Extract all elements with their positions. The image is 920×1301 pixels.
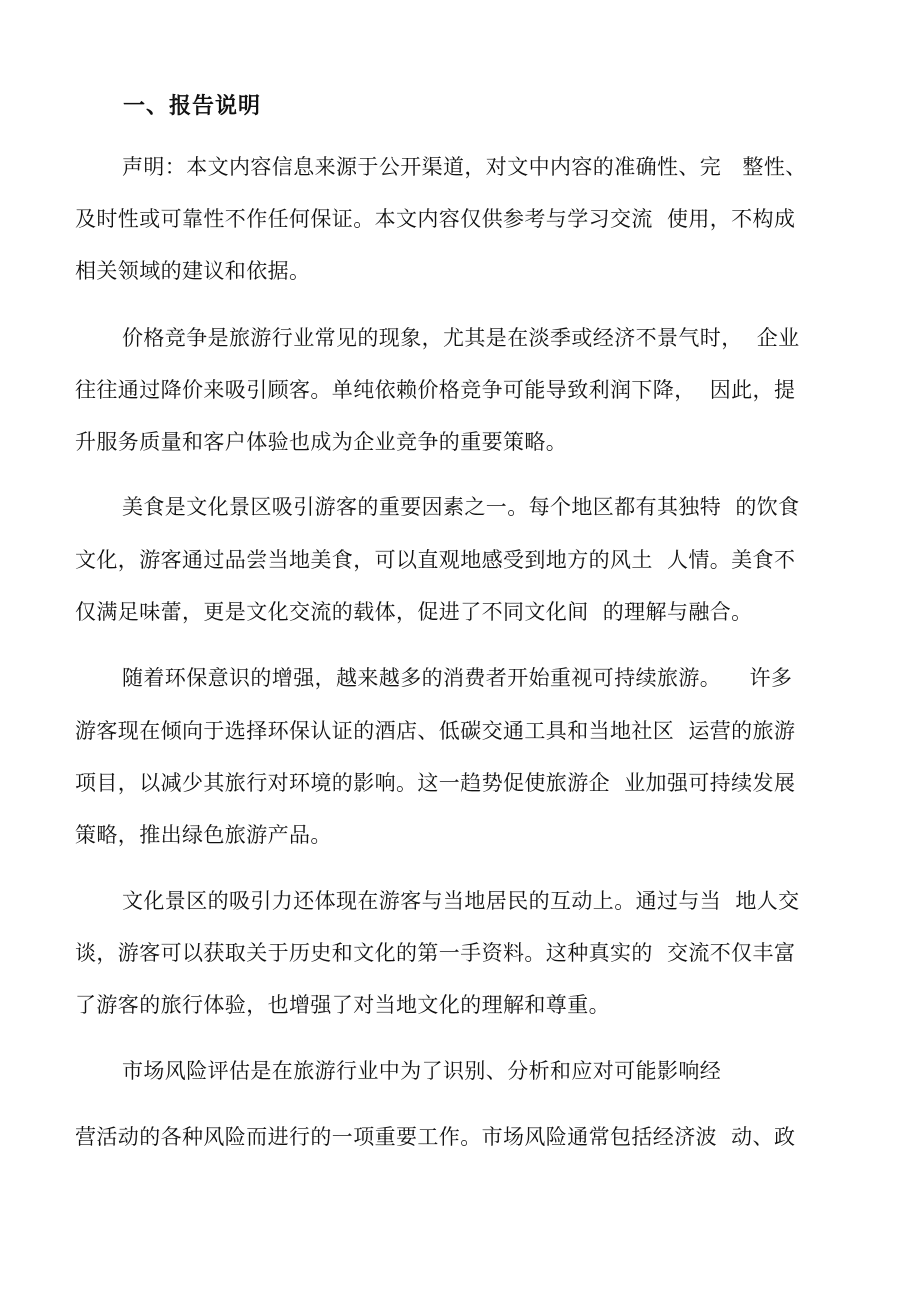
paragraph-4-line-2: 游客现在倾向于选择环保认证的酒店、低碳交通工具和当地社区 运营的旅游 (75, 719, 796, 743)
paragraph-2-line-3: 升服务质量和客户体验也成为企业竞争的重要策略。 (75, 430, 568, 454)
paragraph-3-line-3: 仅满足味蕾，更是文化交流的载体，促进了不同文化间 的理解与融合。 (75, 600, 753, 624)
paragraph-1-line-3: 相关领域的建议和依据。 (75, 259, 311, 283)
paragraph-5-line-1: 文化景区的吸引力还体现在游客与当地居民的互动上。通过与当 地人交 (122, 889, 800, 913)
section-heading: 一、报告说明 (123, 93, 262, 119)
paragraph-6-line-1: 市场风险评估是在旅游行业中为了识别、分析和应对可能影响经 (122, 1059, 722, 1083)
paragraph-6-line-2: 营活动的各种风险而进行的一项重要工作。市场风险通常包括经济波 动、政 (75, 1125, 796, 1149)
paragraph-3-line-2: 文化，游客通过品尝当地美食，可以直观地感受到地方的风土 人情。美食不 (75, 548, 796, 572)
paragraph-4-line-3: 项目，以减少其旅行对环境的影响。这一趋势促使旅游企 业加强可持续发展 (75, 771, 796, 795)
paragraph-5-line-3: 了游客的旅行体验，也增强了对当地文化的理解和尊重。 (75, 993, 610, 1017)
paragraph-4-line-4: 策略，推出绿色旅游产品。 (75, 823, 332, 847)
paragraph-5-line-2: 谈，游客可以获取关于历史和文化的第一手资料。这种真实的 交流不仅丰富 (75, 941, 796, 965)
paragraph-2-line-2: 往往通过降价来吸引顾客。单纯依赖价格竞争可能导致利润下降， 因此，提 (75, 378, 796, 402)
paragraph-1-line-1: 声明：本文内容信息来源于公开渠道，对文中内容的准确性、完 整性、 (122, 155, 807, 179)
paragraph-3-line-1: 美食是文化景区吸引游客的重要因素之一。每个地区都有其独特 的饮食 (122, 495, 800, 519)
paragraph-1-line-2: 及时性或可靠性不作任何保证。本文内容仅供参考与学习交流 使用，不构成 (75, 207, 796, 231)
paragraph-4-line-1: 随着环保意识的增强，越来越多的消费者开始重视可持续旅游。 许多 (122, 666, 793, 690)
paragraph-2-line-1: 价格竞争是旅游行业常见的现象，尤其是在淡季或经济不景气时， 企业 (122, 326, 800, 350)
